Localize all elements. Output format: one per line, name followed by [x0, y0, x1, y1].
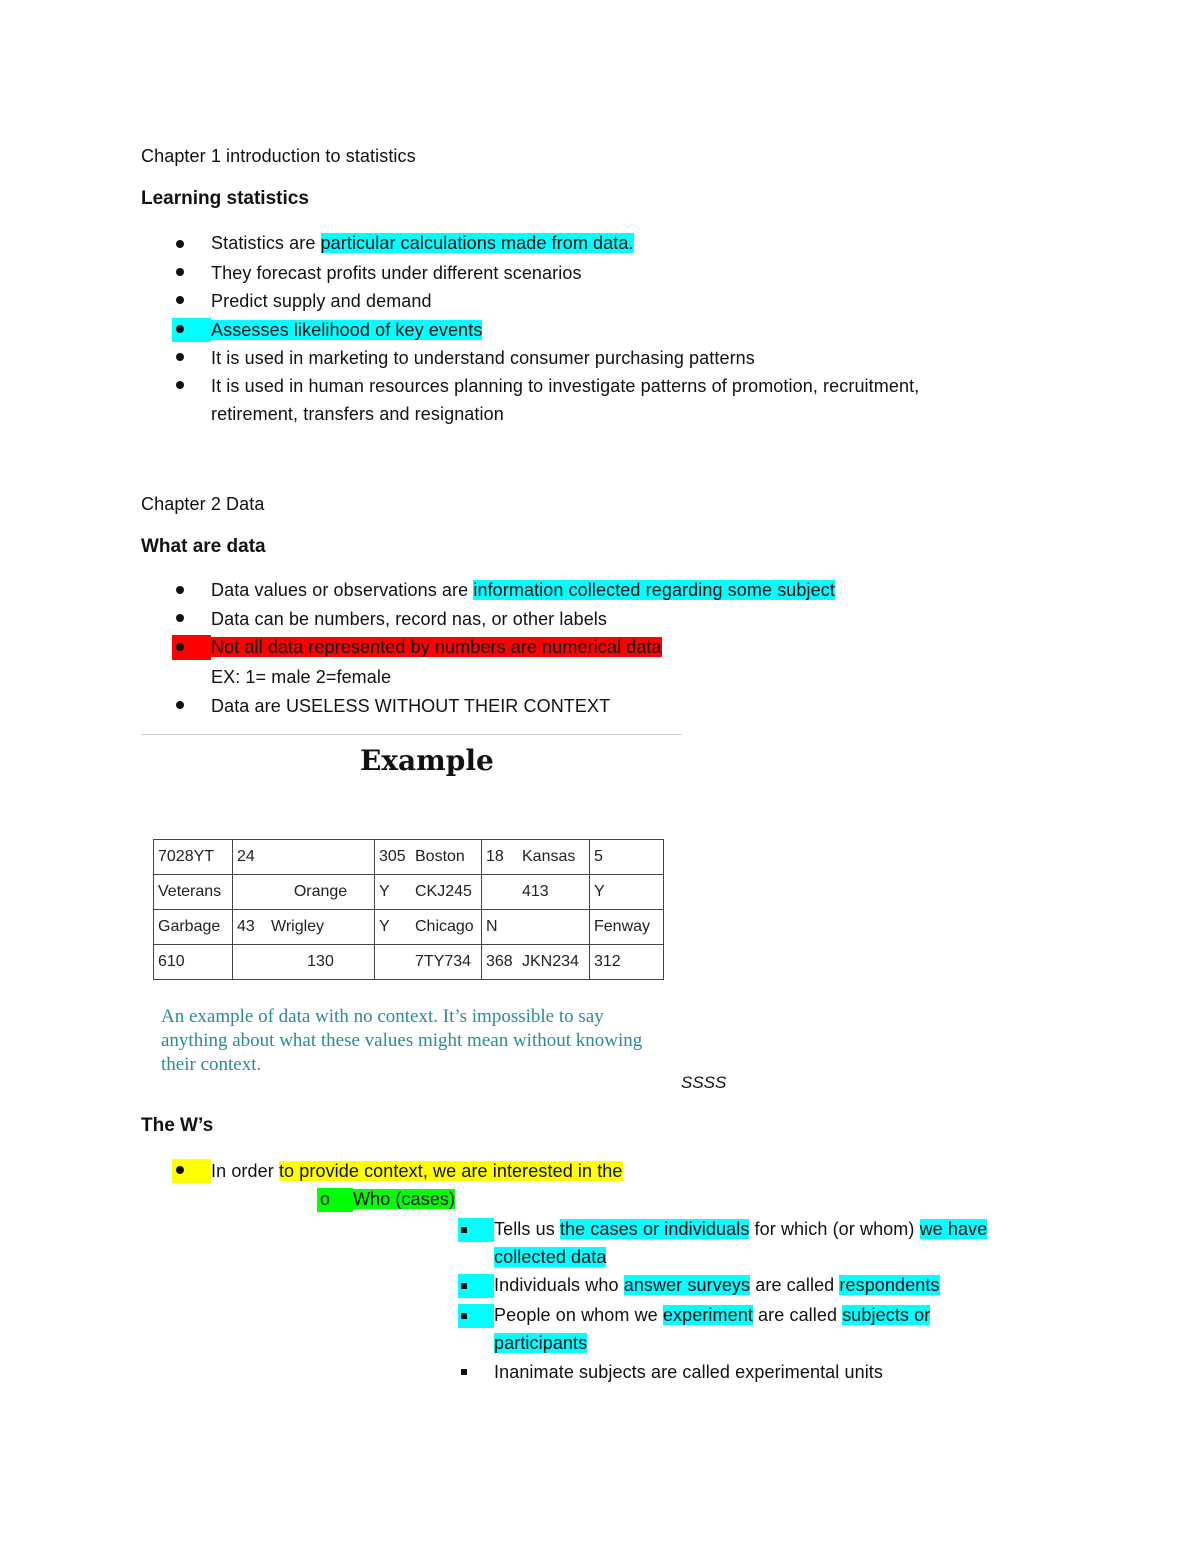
ws-sub-4: Inanimate subjects are called experimental units — [494, 1362, 884, 1382]
ws-bullet-1 — [211, 1160, 623, 1182]
table-cell: Boston — [411, 840, 482, 875]
table-cell — [267, 840, 375, 875]
caption-line: their context. — [161, 1054, 262, 1075]
table-cell: Chicago — [411, 910, 482, 945]
text-run: are called — [752, 1305, 843, 1325]
bullet-icon — [176, 296, 184, 304]
table-cell: Y — [375, 875, 412, 910]
ch1-bullet-4-highlight: Assesses likelihood of key events — [211, 320, 483, 340]
ch1-bullet-5: It is used in marketing to understand consumer purchasing patterns — [211, 348, 755, 368]
table-cell: 24 — [233, 840, 268, 875]
ws-bullet-1-highlight: to provide context, we are interested in the — [278, 1161, 623, 1181]
table-cell: 5 — [590, 840, 664, 875]
bullet-icon — [176, 325, 184, 333]
bullet-icon — [176, 381, 184, 389]
text-run: Tells us — [494, 1219, 560, 1239]
table-cell: 130 — [267, 945, 375, 980]
table-row — [154, 840, 664, 875]
bullet-icon — [176, 268, 184, 276]
ws-sub-3-line1 — [494, 1304, 930, 1326]
table-cell — [233, 875, 268, 910]
chapter2-title: Chapter 2 Data — [141, 494, 265, 514]
highlight-run: participants — [494, 1333, 588, 1353]
bullet-icon — [176, 240, 184, 248]
square-bullet-icon — [461, 1313, 467, 1319]
ch2-bullet-1-highlight: information collected regarding some subject — [473, 580, 835, 600]
table-cell: 18 — [482, 840, 519, 875]
highlight-run: answer surveys — [623, 1275, 751, 1295]
square-bullet-icon — [461, 1369, 467, 1375]
bullet-icon — [176, 1166, 184, 1174]
ch2-bullet-1-text: Data values or observations are — [211, 580, 474, 600]
table-cell: 7TY734 — [411, 945, 482, 980]
ch2-bullet-3 — [211, 636, 662, 658]
highlight-run: respondents — [839, 1275, 940, 1295]
circle-bullet-icon: o — [320, 1189, 331, 1209]
table-cell: Orange — [267, 875, 375, 910]
ws-bullet-1-text: In order — [211, 1161, 279, 1181]
ch2-example-text: EX: 1= male 2=female — [211, 667, 392, 687]
table-cell: CKJ245 — [411, 875, 482, 910]
bullet-icon — [176, 614, 184, 622]
text-run: People on whom we — [494, 1305, 663, 1325]
example-title: Example — [360, 744, 494, 777]
example-caption — [161, 1005, 681, 1077]
image-divider — [141, 734, 682, 735]
ch2-bullet-2: Data can be numbers, record nas, or other labels — [211, 609, 608, 629]
table-cell: 413 — [518, 875, 590, 910]
ssss-text: SSSS — [681, 1073, 727, 1092]
chapter1-title: Chapter 1 introduction to statistics — [141, 146, 416, 166]
ch1-bullet-6-line2: retirement, transfers and resignation — [211, 404, 504, 424]
table-cell: JKN234 — [518, 945, 590, 980]
table-cell — [233, 945, 268, 980]
ch1-bullet-1 — [211, 232, 634, 254]
table-cell — [518, 910, 590, 945]
bullet-icon — [176, 701, 184, 709]
text-run: for which (or whom) — [749, 1219, 920, 1239]
table-cell: 312 — [590, 945, 664, 980]
table-row — [154, 875, 664, 910]
chapter2-heading: What are data — [141, 536, 266, 557]
ch1-bullet-2: They forecast profits under different scenarios — [211, 263, 582, 283]
ch1-bullet-4 — [211, 319, 482, 341]
table-row — [154, 945, 664, 980]
ws-sub-1-line1 — [494, 1218, 987, 1240]
table-cell: Fenway — [590, 910, 664, 945]
bullet-icon — [176, 586, 184, 594]
bullet-icon — [176, 353, 184, 361]
table-cell: Garbage — [154, 910, 233, 945]
caption-line: An example of data with no context. It’s impossible to say — [161, 1006, 604, 1027]
table-cell: 610 — [154, 945, 233, 980]
table-cell: 43 — [233, 910, 268, 945]
square-bullet-icon — [461, 1283, 467, 1289]
ws-heading: The W’s — [141, 1115, 214, 1136]
caption-line: anything about what these values might mean without knowing — [161, 1030, 643, 1051]
highlight-run: experiment — [662, 1305, 753, 1325]
ch1-bullet-1-text: Statistics are — [211, 233, 321, 253]
table-cell: Kansas — [518, 840, 590, 875]
text-run: Individuals who — [494, 1275, 624, 1295]
sub-bullet-marker — [317, 1188, 353, 1212]
ws-who-item — [353, 1188, 455, 1210]
data-table — [153, 839, 664, 980]
table-cell: 305 — [375, 840, 412, 875]
table-cell — [375, 945, 412, 980]
ws-sub-1-line2 — [494, 1246, 606, 1268]
chapter1-heading: Learning statistics — [141, 188, 309, 209]
highlight-run: collected data — [494, 1247, 607, 1267]
table-cell: Y — [590, 875, 664, 910]
table-cell: Veterans — [154, 875, 233, 910]
table-cell: Wrigley — [267, 910, 375, 945]
square-bullet-icon — [461, 1227, 467, 1233]
table-cell — [482, 875, 519, 910]
ch2-bullet-4: Data are USELESS WITHOUT THEIR CONTEXT — [211, 696, 611, 716]
ws-sub-2 — [494, 1274, 940, 1296]
table-cell: 368 — [482, 945, 519, 980]
ch2-bullet-1 — [211, 579, 835, 601]
bullet-icon — [176, 643, 184, 651]
highlight-run: the cases or individuals — [559, 1219, 750, 1239]
text-run: are called — [750, 1275, 840, 1295]
table-cell: 7028YT — [154, 840, 233, 875]
ws-who-label: Who (cases) — [353, 1189, 456, 1209]
table-cell: N — [482, 910, 519, 945]
table-cell: Y — [375, 910, 412, 945]
highlight-run: subjects or — [842, 1305, 931, 1325]
ws-sub-3-line2 — [494, 1332, 587, 1354]
table-row — [154, 910, 664, 945]
ch1-bullet-3: Predict supply and demand — [211, 291, 432, 311]
ch1-bullet-1-highlight: particular calculations made from data. — [320, 233, 634, 253]
ch2-bullet-3-highlight: Not all data represented by numbers are numerical data — [211, 637, 662, 657]
highlight-run: we have — [919, 1219, 988, 1239]
ch1-bullet-6-line1: It is used in human resources planning to investigate patterns of promotion, recruitment, — [211, 376, 920, 396]
